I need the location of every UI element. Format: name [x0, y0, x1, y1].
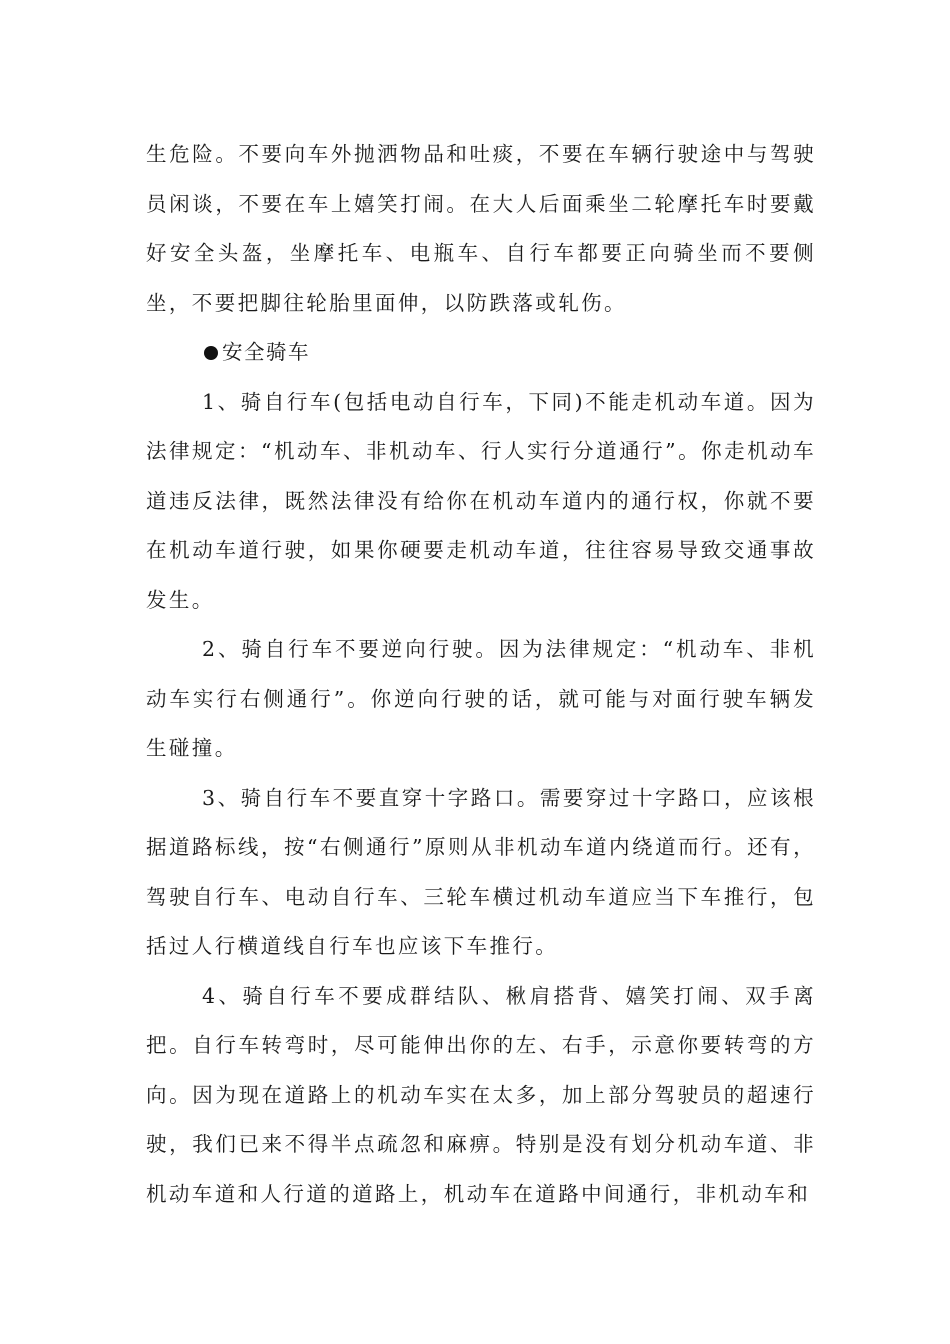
section-heading: [146, 328, 816, 378]
paragraph-continuation: 生危险。不要向车外抛洒物品和吐痰，不要在车辆行驶途中与驾驶员闲谈，不要在车上嬉笑打闹。在大人后面乘坐二轮摩托车时要戴好安全头盔，坐摩托车、电瓶车、自行车都要正向骑坐而不要侧坐，不要把脚往轮胎里面伸，以防跌落或轧伤。: [146, 142, 816, 315]
paragraph-rule-4: 4、骑自行车不要成群结队、楸肩搭背、嬉笑打闹、双手离把。自行车转弯时，尽可能伸出你的左、右手，示意你要转弯的方向。因为现在道路上的机动车实在太多，加上部分驾驶员的超速行驶，我们已来不得半点疏忽和麻痹。特别是没有划分机动车道、非机动车道和人行道的道路上，机动车在道路中间通行，非机动车和: [146, 983, 816, 1206]
paragraph-rule-2: 2、骑自行车不要逆向行驶。因为法律规定：“机动车、非机动车实行右侧通行”。你逆向行驶的话，就可能与对面行驶车辆发生碰撞。: [146, 637, 816, 760]
paragraph-rule-3: 3、骑自行车不要直穿十字路口。需要穿过十字路口，应该根据道路标线，按“右侧通行”原则从非机动车道内绕道而行。还有，驾驶自行车、电动自行车、三轮车横过机动车道应当下车推行，包括过人行横道线自行车也应该下车推行。: [146, 785, 816, 958]
bullet-icon: [204, 346, 218, 360]
section-heading-text: 安全骑车: [222, 340, 310, 364]
document-body: [146, 130, 816, 1219]
paragraph-rule-1: 1、骑自行车(包括电动自行车，下同)不能走机动车道。因为法律规定：“机动车、非机动车、行人实行分道通行”。你走机动车道违反法律，既然法律没有给你在机动车道内的通行权，你就不要在机动车道行驶，如果你硬要走机动车道，往往容易导致交通事故发生。: [146, 389, 816, 612]
